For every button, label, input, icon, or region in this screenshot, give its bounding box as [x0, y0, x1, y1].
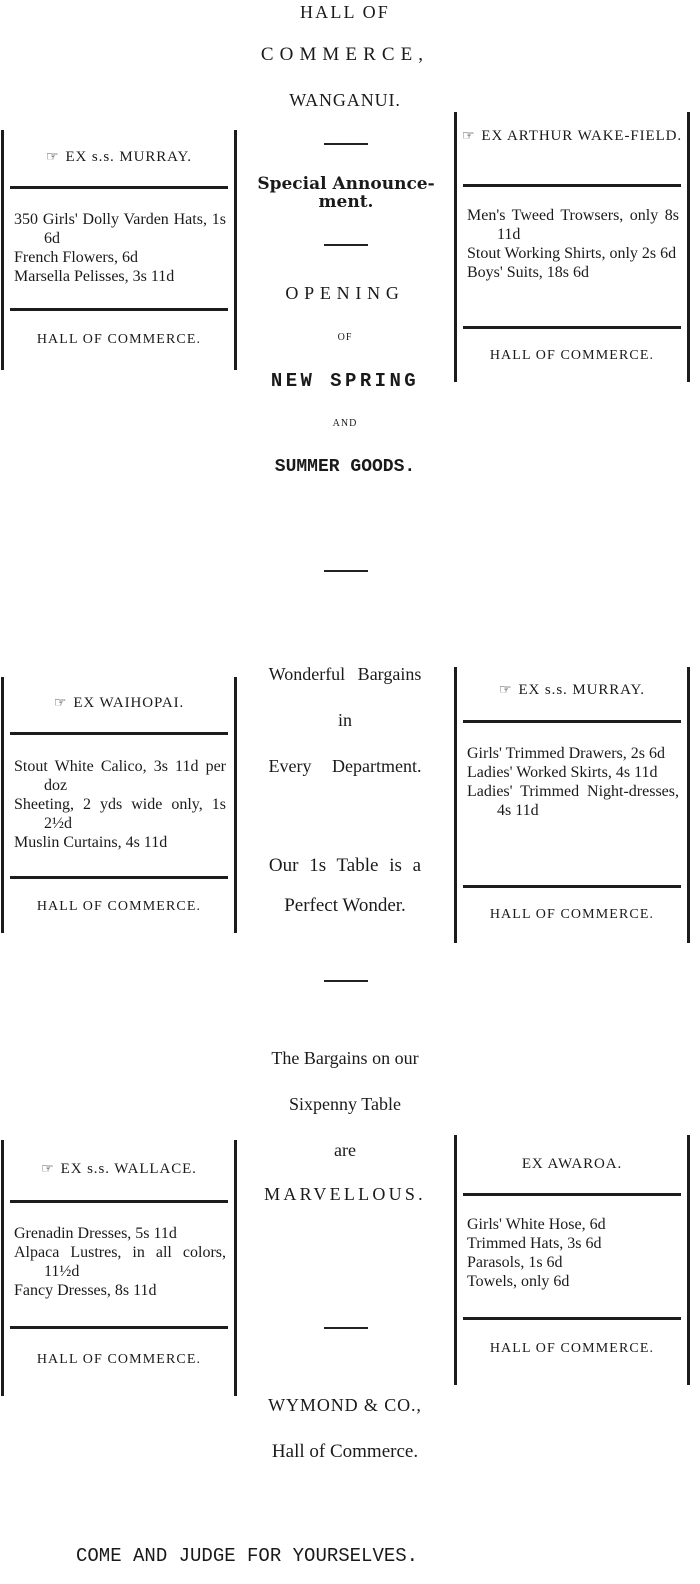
marvellous-text: MARVELLOUS.: [264, 1184, 426, 1204]
rule: [10, 186, 228, 189]
header-line-3: WANGANUI.: [289, 90, 401, 110]
one-shilling-table: Our 1s Table is a: [268, 855, 422, 876]
box-footer: HALL OF COMMERCE.: [489, 348, 655, 363]
item-list: [14, 1224, 226, 1300]
box-footer: HALL OF COMMERCE.: [36, 332, 202, 347]
hall-of-commerce-signature: Hall of Commerce.: [271, 1441, 419, 1462]
rule: [463, 1193, 681, 1196]
rule: [10, 732, 228, 735]
divider: [324, 244, 368, 246]
list-item: Ladies' Trimmed Night-dresses, 4s 11d: [467, 783, 679, 819]
and-text: AND: [332, 418, 358, 429]
box-heading: ☞ EX s.s. MURRAY.: [46, 149, 192, 165]
box-footer: HALL OF COMMERCE.: [36, 1352, 202, 1367]
in-text: in: [337, 710, 352, 730]
list-item: Parasols, 1s 6d: [467, 1254, 563, 1271]
item-list: [14, 210, 226, 286]
item-list: [467, 206, 679, 282]
divider: [324, 1327, 368, 1329]
box-footer: HALL OF COMMERCE.: [489, 1341, 655, 1356]
summer-goods-text: SUMMER GOODS.: [274, 457, 416, 477]
list-item: Men's Tweed Trowsers, only 8s 11d: [467, 207, 679, 243]
list-item: Towels, only 6d: [467, 1273, 570, 1290]
box-heading: ☞ EX s.s. WALLACE.: [41, 1161, 197, 1177]
perfect-wonder: Perfect Wonder.: [284, 895, 406, 916]
bargains-sixpenny: The Bargains on our: [271, 1048, 419, 1068]
list-item: Girls' White Hose, 6d: [467, 1216, 606, 1233]
rule: [463, 720, 681, 723]
rule: [10, 1200, 228, 1203]
rule: [463, 326, 681, 329]
box-ex-wallace: [1, 1140, 237, 1396]
rule: [10, 876, 228, 879]
list-item: 350 Girls' Dolly Varden Hats, 1s 6d: [14, 211, 226, 247]
list-item: Girls' Trimmed Drawers, 2s 6d: [467, 745, 665, 762]
list-item: Muslin Curtains, 4s 11d: [14, 834, 168, 851]
pointing-hand-icon: ☞: [46, 150, 60, 165]
list-item: Marsella Pelisses, 3s 11d: [14, 268, 175, 285]
are-text: are: [334, 1140, 356, 1160]
special-announcement: Special Announce-ment.: [257, 174, 435, 212]
wymond-signature: WYMOND & CO.,: [268, 1395, 422, 1415]
box-heading: EX AWAROA.: [521, 1156, 623, 1172]
list-item: Trimmed Hats, 3s 6d: [467, 1235, 602, 1252]
rule: [463, 1317, 681, 1320]
header-line-1: HALL OF: [300, 2, 390, 22]
pointing-hand-icon: ☞: [461, 129, 476, 144]
rule: [10, 308, 228, 311]
pointing-hand-icon: ☞: [53, 696, 68, 711]
list-item: Alpaca Lustres, in all colors, 11½d: [14, 1244, 226, 1280]
closing-slogan: COME AND JUDGE FOR YOURSELVES.: [76, 1545, 419, 1567]
list-item: Stout Working Shirts, only 2s 6d: [467, 245, 677, 262]
rule: [463, 184, 681, 187]
pointing-hand-icon: ☞: [41, 1162, 55, 1177]
list-item: Stout White Calico, 3s 11d per doz: [14, 758, 226, 794]
box-ex-waihopai: [1, 677, 237, 933]
pointing-hand-icon: ☞: [499, 683, 513, 698]
divider: [324, 143, 368, 145]
divider: [324, 570, 368, 572]
list-item: Ladies' Worked Skirts, 4s 11d: [467, 764, 658, 781]
list-item: French Flowers, 6d: [14, 249, 138, 266]
divider: [324, 980, 368, 982]
box-heading: ☞ EX s.s. MURRAY.: [499, 682, 645, 698]
box-heading: ☞ EX WAIHOPAI.: [53, 695, 185, 711]
box-footer: HALL OF COMMERCE.: [36, 899, 202, 914]
list-item: Fancy Dresses, 8s 11d: [14, 1282, 157, 1299]
every-department: Every Department.: [268, 756, 422, 776]
item-list: [467, 1215, 679, 1291]
box-ex-murray-2: [454, 667, 690, 943]
box-ex-arthur-wakefield: [454, 112, 690, 382]
new-spring-text: NEW SPRING: [270, 370, 420, 392]
header-line-2: COMMERCE,: [260, 44, 430, 65]
item-list: [467, 744, 679, 820]
list-item: Boys' Suits, 18s 6d: [467, 264, 590, 281]
list-item: Sheeting, 2 yds wide only, 1s 2½d: [14, 796, 226, 832]
item-list: [14, 757, 226, 852]
opening-text: OPENING: [285, 283, 405, 303]
rule: [463, 885, 681, 888]
sixpenny-table: Sixpenny Table: [289, 1094, 401, 1114]
box-ex-awaroa: [454, 1135, 690, 1385]
box-heading: ☞ EX ARTHUR WAKE-FIELD.: [461, 128, 683, 144]
of-text: OF: [337, 332, 353, 343]
box-footer: HALL OF COMMERCE.: [489, 907, 655, 922]
rule: [10, 1326, 228, 1329]
wonderful-bargains: Wonderful Bargains: [268, 664, 422, 684]
list-item: Grenadin Dresses, 5s 11d: [14, 1225, 177, 1242]
box-ex-murray-1: [1, 130, 237, 370]
